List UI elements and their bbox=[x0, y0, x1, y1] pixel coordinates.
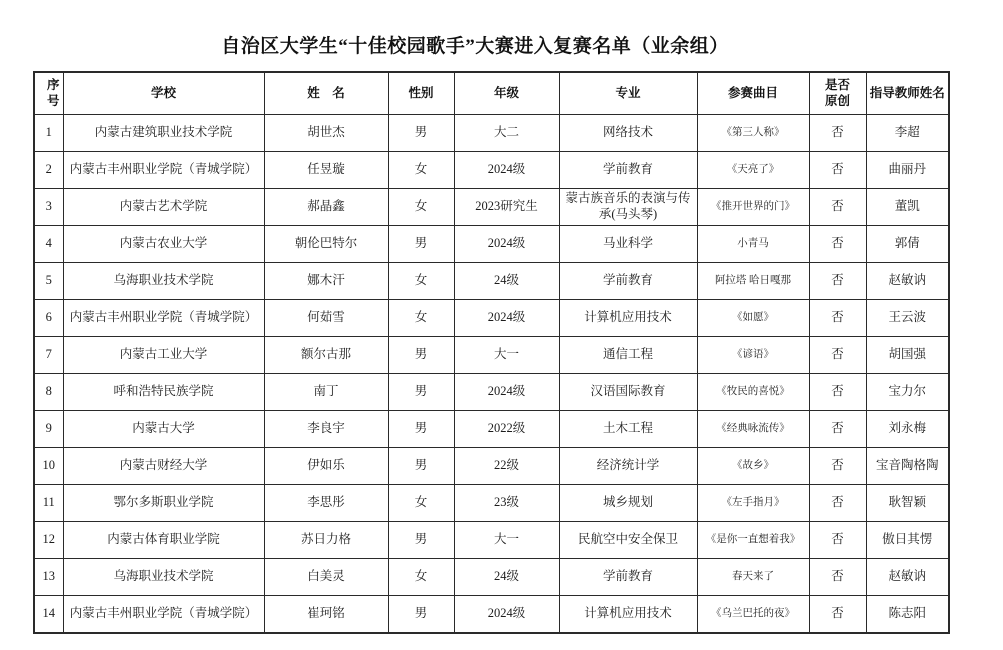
cell-gender: 男 bbox=[388, 226, 454, 263]
cell-major: 马业科学 bbox=[559, 226, 697, 263]
cell-gender: 男 bbox=[388, 337, 454, 374]
cell-name: 白美灵 bbox=[264, 559, 388, 596]
cell-grade: 24级 bbox=[454, 263, 559, 300]
cell-school: 内蒙古农业大学 bbox=[63, 226, 264, 263]
table-row bbox=[34, 522, 949, 559]
cell-song: 《是你一直想着我》 bbox=[697, 522, 809, 559]
cell-song: 春天来了 bbox=[697, 559, 809, 596]
cell-school: 内蒙古体育职业学院 bbox=[63, 522, 264, 559]
cell-name: 苏日力格 bbox=[264, 522, 388, 559]
cell-original: 否 bbox=[809, 596, 866, 634]
cell-gender: 男 bbox=[388, 596, 454, 634]
cell-song: 《乌兰巴托的夜》 bbox=[697, 596, 809, 634]
cell-original: 否 bbox=[809, 226, 866, 263]
cell-school: 内蒙古建筑职业技术学院 bbox=[63, 115, 264, 152]
cell-name: 胡世杰 bbox=[264, 115, 388, 152]
cell-number: 9 bbox=[34, 411, 63, 448]
cell-original: 否 bbox=[809, 263, 866, 300]
cell-original: 否 bbox=[809, 337, 866, 374]
table-row bbox=[34, 559, 949, 596]
cell-major: 蒙古族音乐的表演与传承(马头琴) bbox=[559, 189, 697, 226]
cell-teacher: 宝力尔 bbox=[866, 374, 949, 411]
table-row bbox=[34, 411, 949, 448]
table-row bbox=[34, 300, 949, 337]
cell-number: 3 bbox=[34, 189, 63, 226]
cell-song: 《推开世界的门》 bbox=[697, 189, 809, 226]
cell-name: 任昱璇 bbox=[264, 152, 388, 189]
cell-name: 南丁 bbox=[264, 374, 388, 411]
cell-grade: 大一 bbox=[454, 522, 559, 559]
cell-name: 伊如乐 bbox=[264, 448, 388, 485]
cell-song: 《左手指月》 bbox=[697, 485, 809, 522]
cell-teacher: 董凯 bbox=[866, 189, 949, 226]
cell-song: 《第三人称》 bbox=[697, 115, 809, 152]
cell-song: 《谚语》 bbox=[697, 337, 809, 374]
cell-name: 郝晶鑫 bbox=[264, 189, 388, 226]
col-header-major: 专业 bbox=[559, 72, 697, 115]
cell-song: 《故乡》 bbox=[697, 448, 809, 485]
cell-original: 否 bbox=[809, 189, 866, 226]
cell-original: 否 bbox=[809, 559, 866, 596]
cell-grade: 2024级 bbox=[454, 300, 559, 337]
cell-major: 学前教育 bbox=[559, 559, 697, 596]
cell-teacher: 王云波 bbox=[866, 300, 949, 337]
cell-teacher: 曲丽丹 bbox=[866, 152, 949, 189]
cell-grade: 2024级 bbox=[454, 596, 559, 634]
table-row bbox=[34, 337, 949, 374]
cell-song: 《牧民的喜悦》 bbox=[697, 374, 809, 411]
cell-grade: 22级 bbox=[454, 448, 559, 485]
cell-major: 网络技术 bbox=[559, 115, 697, 152]
cell-gender: 男 bbox=[388, 448, 454, 485]
cell-teacher: 胡国强 bbox=[866, 337, 949, 374]
cell-major: 计算机应用技术 bbox=[559, 596, 697, 634]
cell-song: 《如愿》 bbox=[697, 300, 809, 337]
cell-number: 6 bbox=[34, 300, 63, 337]
cell-teacher: 郭倩 bbox=[866, 226, 949, 263]
cell-number: 7 bbox=[34, 337, 63, 374]
cell-original: 否 bbox=[809, 374, 866, 411]
cell-school: 乌海职业技术学院 bbox=[63, 263, 264, 300]
cell-major: 汉语国际教育 bbox=[559, 374, 697, 411]
cell-gender: 女 bbox=[388, 152, 454, 189]
cell-major: 通信工程 bbox=[559, 337, 697, 374]
cell-original: 否 bbox=[809, 485, 866, 522]
cell-number: 8 bbox=[34, 374, 63, 411]
cell-grade: 2022级 bbox=[454, 411, 559, 448]
cell-major: 土木工程 bbox=[559, 411, 697, 448]
cell-teacher: 李超 bbox=[866, 115, 949, 152]
roster-body bbox=[34, 115, 949, 634]
cell-original: 否 bbox=[809, 300, 866, 337]
cell-name: 崔珂铭 bbox=[264, 596, 388, 634]
col-header-gender: 性别 bbox=[388, 72, 454, 115]
cell-teacher: 耿智颖 bbox=[866, 485, 949, 522]
cell-gender: 女 bbox=[388, 559, 454, 596]
cell-gender: 女 bbox=[388, 485, 454, 522]
cell-grade: 2024级 bbox=[454, 374, 559, 411]
cell-gender: 男 bbox=[388, 522, 454, 559]
cell-original: 否 bbox=[809, 448, 866, 485]
cell-gender: 男 bbox=[388, 115, 454, 152]
cell-number: 14 bbox=[34, 596, 63, 634]
cell-grade: 2024级 bbox=[454, 152, 559, 189]
cell-school: 内蒙古工业大学 bbox=[63, 337, 264, 374]
cell-number: 5 bbox=[34, 263, 63, 300]
page-title: 自治区大学生“十佳校园歌手”大赛进入复赛名单（业余组） bbox=[221, 36, 729, 57]
cell-grade: 大一 bbox=[454, 337, 559, 374]
cell-name: 娜木汗 bbox=[264, 263, 388, 300]
cell-name: 何茹雪 bbox=[264, 300, 388, 337]
cell-song: 《经典咏流传》 bbox=[697, 411, 809, 448]
col-header-school: 学校 bbox=[63, 72, 264, 115]
cell-original: 否 bbox=[809, 152, 866, 189]
table-row bbox=[34, 189, 949, 226]
cell-major: 计算机应用技术 bbox=[559, 300, 697, 337]
col-header-number: 序号 bbox=[34, 72, 63, 115]
cell-major: 城乡规划 bbox=[559, 485, 697, 522]
cell-school: 内蒙古财经大学 bbox=[63, 448, 264, 485]
cell-number: 12 bbox=[34, 522, 63, 559]
cell-name: 额尔古那 bbox=[264, 337, 388, 374]
cell-teacher: 刘永梅 bbox=[866, 411, 949, 448]
cell-teacher: 傲日其愣 bbox=[866, 522, 949, 559]
cell-grade: 2023研究生 bbox=[454, 189, 559, 226]
header-row bbox=[34, 72, 949, 115]
cell-name: 朝伦巴特尔 bbox=[264, 226, 388, 263]
table-row bbox=[34, 152, 949, 189]
cell-gender: 男 bbox=[388, 411, 454, 448]
cell-school: 内蒙古大学 bbox=[63, 411, 264, 448]
cell-school: 内蒙古丰州职业学院（青城学院） bbox=[63, 300, 264, 337]
cell-major: 学前教育 bbox=[559, 152, 697, 189]
col-header-original: 是否原创 bbox=[809, 72, 866, 115]
cell-grade: 23级 bbox=[454, 485, 559, 522]
cell-number: 10 bbox=[34, 448, 63, 485]
cell-teacher: 陈志阳 bbox=[866, 596, 949, 634]
table-row bbox=[34, 485, 949, 522]
table-row bbox=[34, 374, 949, 411]
cell-name: 李思彤 bbox=[264, 485, 388, 522]
cell-gender: 女 bbox=[388, 300, 454, 337]
cell-major: 经济统计学 bbox=[559, 448, 697, 485]
cell-song: 阿拉塔 哈日嘎那 bbox=[697, 263, 809, 300]
table-row bbox=[34, 226, 949, 263]
cell-school: 内蒙古丰州职业学院（青城学院） bbox=[63, 152, 264, 189]
col-header-song: 参赛曲目 bbox=[697, 72, 809, 115]
cell-teacher: 宝音陶格陶 bbox=[866, 448, 949, 485]
cell-teacher: 赵敏讷 bbox=[866, 559, 949, 596]
cell-major: 民航空中安全保卫 bbox=[559, 522, 697, 559]
cell-school: 乌海职业技术学院 bbox=[63, 559, 264, 596]
cell-number: 2 bbox=[34, 152, 63, 189]
cell-number: 4 bbox=[34, 226, 63, 263]
cell-school: 呼和浩特民族学院 bbox=[63, 374, 264, 411]
col-header-teacher: 指导教师姓名 bbox=[866, 72, 949, 115]
cell-grade: 24级 bbox=[454, 559, 559, 596]
cell-original: 否 bbox=[809, 411, 866, 448]
col-header-name: 姓 名 bbox=[264, 72, 388, 115]
cell-number: 13 bbox=[34, 559, 63, 596]
table-row bbox=[34, 263, 949, 300]
cell-grade: 大二 bbox=[454, 115, 559, 152]
cell-number: 11 bbox=[34, 485, 63, 522]
table-row bbox=[34, 115, 949, 152]
cell-name: 李良宇 bbox=[264, 411, 388, 448]
col-header-grade: 年级 bbox=[454, 72, 559, 115]
roster-table bbox=[33, 71, 950, 634]
cell-gender: 女 bbox=[388, 189, 454, 226]
cell-teacher: 赵敏讷 bbox=[866, 263, 949, 300]
cell-gender: 男 bbox=[388, 374, 454, 411]
table-row bbox=[34, 596, 949, 634]
cell-original: 否 bbox=[809, 115, 866, 152]
cell-school: 内蒙古艺术学院 bbox=[63, 189, 264, 226]
table-row bbox=[34, 448, 949, 485]
cell-grade: 2024级 bbox=[454, 226, 559, 263]
cell-school: 鄂尔多斯职业学院 bbox=[63, 485, 264, 522]
cell-song: 小青马 bbox=[697, 226, 809, 263]
cell-gender: 女 bbox=[388, 263, 454, 300]
cell-song: 《天亮了》 bbox=[697, 152, 809, 189]
cell-number: 1 bbox=[34, 115, 63, 152]
cell-major: 学前教育 bbox=[559, 263, 697, 300]
cell-original: 否 bbox=[809, 522, 866, 559]
cell-school: 内蒙古丰州职业学院（青城学院） bbox=[63, 596, 264, 634]
